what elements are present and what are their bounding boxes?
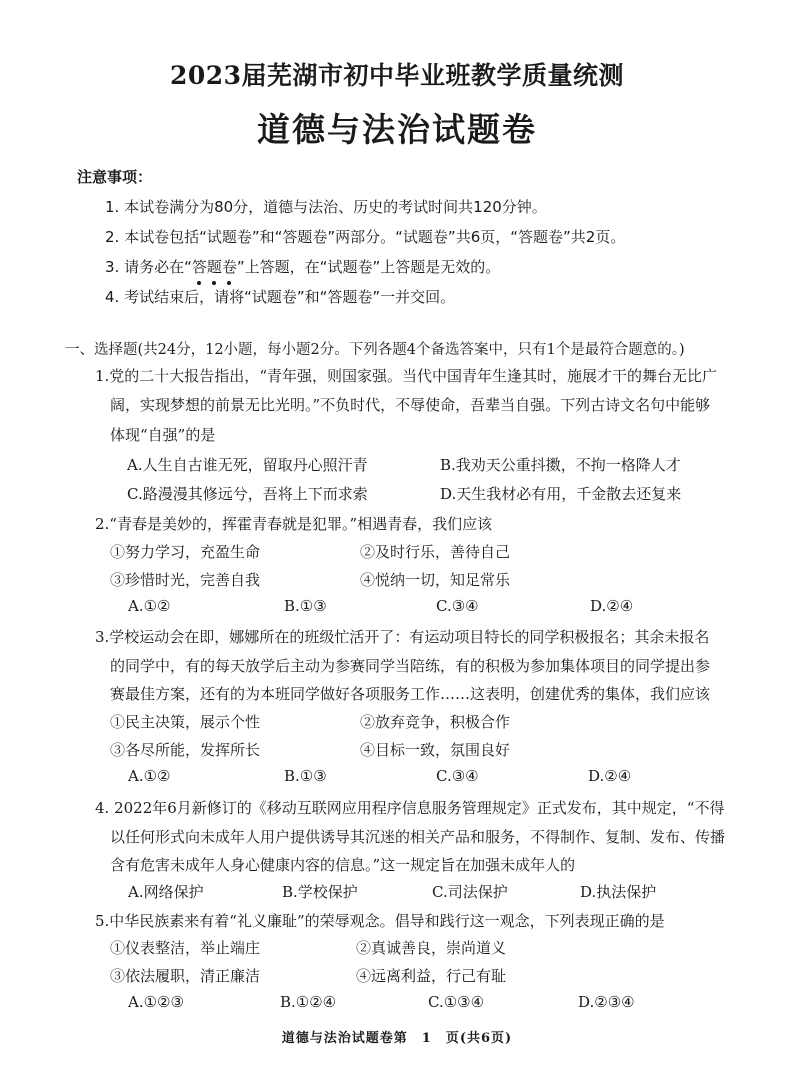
- q1-option-a: A.人生自古谁无死，留取丹心照汗青: [127, 456, 368, 474]
- q3-item-2: ②放弃竞争，积极合作: [360, 713, 511, 731]
- emphasis-char-text: 答: [191, 258, 207, 276]
- q5-option-b: B.①②④: [280, 993, 337, 1011]
- q5-item-4: ④远离利益，行己有耻: [356, 967, 507, 985]
- emphasis-dot: [227, 281, 231, 285]
- q3-item-1: ①民主决策，展示个性: [110, 713, 261, 731]
- note-item-2: 2. 本试卷包括“试题卷”和“答题卷”两部分。“试题卷”共6页，“答题卷”共2页。: [105, 228, 626, 246]
- q5-item-1: ①仪表整洁，举止端庄: [110, 939, 261, 957]
- q2-item-1: ①努力学习，充盈生命: [110, 543, 261, 561]
- q5-option-a: A.①②③: [128, 993, 184, 1011]
- q3-option-b: B.①③: [284, 767, 327, 785]
- q3-line-2: 的同学中，有的每天放学后主动为参赛同学当陪练，有的积极为参加集体项目的同学提出参: [110, 657, 711, 675]
- q4-option-a: A.网络保护: [128, 883, 204, 901]
- q3-item-4: ④目标一致，氛围良好: [360, 741, 511, 759]
- emphasis-char: [192, 258, 207, 276]
- note-item-4: 4. 考试结束后，请将“试题卷”和“答题卷”一并交回。: [105, 288, 456, 306]
- q4-line-1: 4. 2022年6月新修订的《移动互联网应用程序信息服务管理规定》正式发布，其中规定，“不得: [95, 799, 725, 817]
- q5-item-3: ③依法履职，清正廉洁: [110, 967, 261, 985]
- emphasis-char-text: 题: [206, 258, 222, 276]
- note-item-3-after: ”上答题，在“试题卷”上答题是无效的。: [236, 258, 501, 276]
- q4-line-2: 以任何形式向未成年人用户提供诱导其沉迷的相关产品和服务，不得制作、复制、发布、传播: [110, 828, 726, 846]
- q1-option-c: C.路漫漫其修远兮，吾将上下而求索: [127, 485, 368, 503]
- note-item-3-before: 3. 请务必在“: [105, 258, 192, 276]
- q1-line-3: 体现“自强”的是: [110, 426, 216, 444]
- q2-option-a: A.①②: [128, 597, 171, 615]
- q2-option-b: B.①③: [284, 597, 327, 615]
- q5-item-2: ②真诚善良，崇尚道义: [356, 939, 507, 957]
- page-footer: 道德与法治试题卷第 1 页(共6页): [281, 1031, 513, 1046]
- exam-subtitle: 道德与法治试题卷: [257, 110, 537, 149]
- note-item-3: [105, 256, 500, 277]
- q3-line-1: 3.学校运动会在即，娜娜所在的班级忙活开了：有运动项目特长的同学积极报名；其余未报名: [95, 628, 710, 646]
- q1-line-1: 1.党的二十大报告指出，“青年强，则国家强。当代中国青年生逢其时，施展才干的舞台无比广: [95, 367, 717, 385]
- note-item-1: 1. 本试卷满分为80分，道德与法治、历史的考试时间共120分钟。: [105, 198, 547, 216]
- q4-line-3: 含有危害未成年人身心健康内容的信息。”这一规定旨在加强未成年人的: [110, 856, 576, 874]
- q5-option-d: D.②③④: [578, 993, 635, 1011]
- emphasis-char: [222, 258, 237, 276]
- q2-option-c: C.③④: [436, 597, 479, 615]
- q4-option-b: B.学校保护: [282, 883, 358, 901]
- q2-item-3: ③珍惜时光，完善自我: [110, 571, 261, 589]
- emphasis-dot: [212, 281, 216, 285]
- q5-option-c: C.①③④: [428, 993, 485, 1011]
- q1-line-2: 阔，实现梦想的前景无比光明。”不负时代，不辱使命，吾辈当自强。下列古诗文名句中能够: [110, 396, 711, 414]
- q2-item-2: ②及时行乐，善待自己: [360, 543, 511, 561]
- emphasis-dot: [197, 281, 201, 285]
- q3-item-3: ③各尽所能，发挥所长: [110, 741, 261, 759]
- section-heading: 一、选择题(共24分，12小题，每小题2分。下列各题4个备选答案中，只有1个是最符合题意的。): [65, 342, 685, 358]
- notes-heading: 注意事项：: [77, 168, 153, 186]
- q1-option-d: D.天生我材必有用，千金散去还复来: [440, 485, 682, 503]
- q2-item-4: ④悦纳一切，知足常乐: [360, 571, 511, 589]
- q3-option-a: A.①②: [128, 767, 171, 785]
- q2-option-d: D.②④: [590, 597, 634, 615]
- q5-stem: 5.中华民族素来有着“礼义廉耻”的荣辱观念。倡导和践行这一观念，下列表现正确的是: [95, 912, 665, 930]
- q3-option-d: D.②④: [588, 767, 632, 785]
- q3-option-c: C.③④: [436, 767, 479, 785]
- exam-title: 2023届芜湖市初中毕业班教学质量统测: [169, 61, 625, 90]
- q3-line-3: 赛最佳方案，还有的为本班同学做好各项服务工作……这表明，创建优秀的集体，我们应该: [110, 685, 711, 703]
- emphasis-char-text: 卷: [221, 258, 237, 276]
- q2-stem: 2.“青春是美妙的，挥霍青春就是犯罪。”相遇青春，我们应该: [95, 515, 493, 533]
- q4-option-d: D.执法保护: [580, 883, 657, 901]
- emphasis-char: [207, 258, 222, 276]
- q1-option-b: B.我劝天公重抖擞，不拘一格降人才: [440, 456, 681, 474]
- q4-option-c: C.司法保护: [432, 883, 508, 901]
